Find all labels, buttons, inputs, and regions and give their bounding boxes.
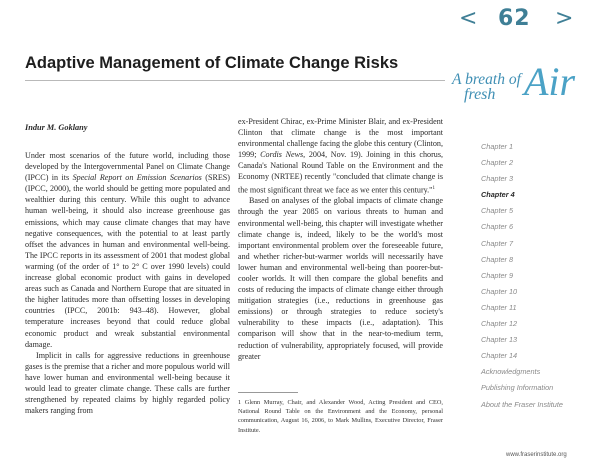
chapter-nav-item[interactable]: Chapter 14 bbox=[481, 351, 518, 361]
next-page-button[interactable]: > bbox=[555, 6, 574, 31]
chapter-navigation bbox=[481, 139, 591, 413]
chapter-nav-item[interactable]: Chapter 4 bbox=[481, 190, 515, 200]
chapter-nav-item[interactable]: Chapter 7 bbox=[481, 238, 514, 248]
title-divider bbox=[25, 80, 445, 81]
top-navigation-bar bbox=[0, 0, 600, 38]
footnote-marker[interactable]: 1 bbox=[432, 185, 435, 191]
website-url[interactable]: www.fraserinstitute.org bbox=[506, 452, 567, 458]
emphasis: Special Report on Emission Scenarios bbox=[72, 173, 202, 183]
chapter-nav-item[interactable]: About the Fraser Institute bbox=[481, 399, 563, 409]
chapter-nav-item[interactable]: Chapter 13 bbox=[481, 335, 518, 345]
logo-line-1: A breath of bbox=[452, 71, 521, 88]
logo-line-2: fresh bbox=[464, 86, 496, 103]
previous-page-button[interactable]: < bbox=[459, 6, 478, 31]
chapter-nav-item[interactable]: Publishing Information bbox=[481, 383, 554, 393]
emphasis: Cordis News bbox=[260, 150, 304, 160]
page-number: 62 bbox=[498, 6, 531, 31]
chapter-nav-item[interactable]: Chapter 12 bbox=[481, 319, 518, 329]
paragraph: Based on analyses of the global impacts of climate change through the year 2085 on various threats to human and environmental well-being, this chapter will investigate whether climate change is, indeed, likely to be the world's most important environmental problem over the foreseeable future, and whether richer-but-warmer worlds will necessarily have lower human and environmental well-being than poorer-but-cooler worlds. It will then compare the global benefits and costs of reducing the impacts of climate change either through mitigation strategies (i.e., reductions in greenhouse gas emissions) or through strategies to reduce society's vulnerability to these impacts (i.e., adaptation). This comparison will show that in the near-to-medium term, reduction of vulnerability, appropriately focused, will provide greater bbox=[238, 196, 443, 361]
chapter-nav-item[interactable]: Chapter 1 bbox=[481, 142, 514, 151]
article-title: Adaptive Management of Climate Change Risks bbox=[25, 54, 399, 72]
author-name: Indur M. Goklany bbox=[25, 123, 88, 132]
breath-of-fresh-air-logo bbox=[452, 59, 592, 112]
chapter-nav-item[interactable]: Chapter 2 bbox=[481, 158, 514, 168]
paragraph: ex-President Chirac, ex-Prime Minister Blair, and ex-President Clinton that climate change is the most important environmental challenge facing the globe this century (Clinton, 1999; Cordis News, 2004, Nov. 19). Joining in this chorus, Canada's National Round Table on the Environment and the Economy (NRTEE) recently "concluded that climate change is the most significant threat we face as we enter this century."$^1$ bbox=[238, 117, 444, 195]
paragraph: Implicit in calls for aggressive reductions in greenhouse gases is the premise that a richer and more populous world will have lower human and environmental well-being because it would lead to greater climate change. These calls are further strengthened by repeated claims by highly regarded policy makers ranging from bbox=[25, 350, 230, 416]
chapter-nav-item[interactable]: Chapter 11 bbox=[481, 302, 517, 312]
chapter-nav-item[interactable]: Acknowledgments bbox=[481, 367, 541, 377]
body-column-left bbox=[25, 150, 230, 416]
footnote: 1 Glenn Murray, Chair, and Alexander Wood, Acting President and CEO, National Round Table on the Environment and the Economy, personal communication, August 16, 2006, to Mark Mullins, Executive Director, Fraser Institute. bbox=[238, 399, 443, 434]
logo-air: Air bbox=[524, 59, 576, 104]
paragraph: Under most scenarios of the future world, including those developed by the Intergovernmental Panel on Climate Change (IPCC) in its Special Report on Emission Scenarios (SRES) (IPCC, 2000), the world should be getting more populated and wealthier during this century. While this ought to advance human well-being, it should also increase greenhouse gas emissions, which may cause climate changes that may have negative consequences, with the potential to at least partly offset the advances in human and environmental well-being. The IPCC reports in its assessment of 2001 that modest global warming (of the order of 1° to 2° C over 1990 levels) could increase global economic product with gains in developed areas such as Canada and Northern Europe that are situated in the higher latitudes more than offsetting losses in developing countries (IPCC, 2001b: 943–48). However, global temperature increases beyond that could reduce global economic product and wreak substantial environmental damage. bbox=[25, 151, 230, 349]
chapter-nav-item[interactable]: Chapter 3 bbox=[481, 174, 514, 184]
chapter-nav-item[interactable]: Chapter 10 bbox=[481, 286, 518, 296]
footnote-divider bbox=[238, 392, 298, 393]
chapter-nav-item[interactable]: Chapter 9 bbox=[481, 270, 514, 280]
chapter-nav-item[interactable]: Chapter 6 bbox=[481, 222, 514, 232]
chapter-nav-item[interactable]: Chapter 5 bbox=[481, 206, 514, 216]
body-column-right bbox=[238, 116, 443, 362]
chapter-nav-item[interactable]: Chapter 8 bbox=[481, 254, 514, 264]
